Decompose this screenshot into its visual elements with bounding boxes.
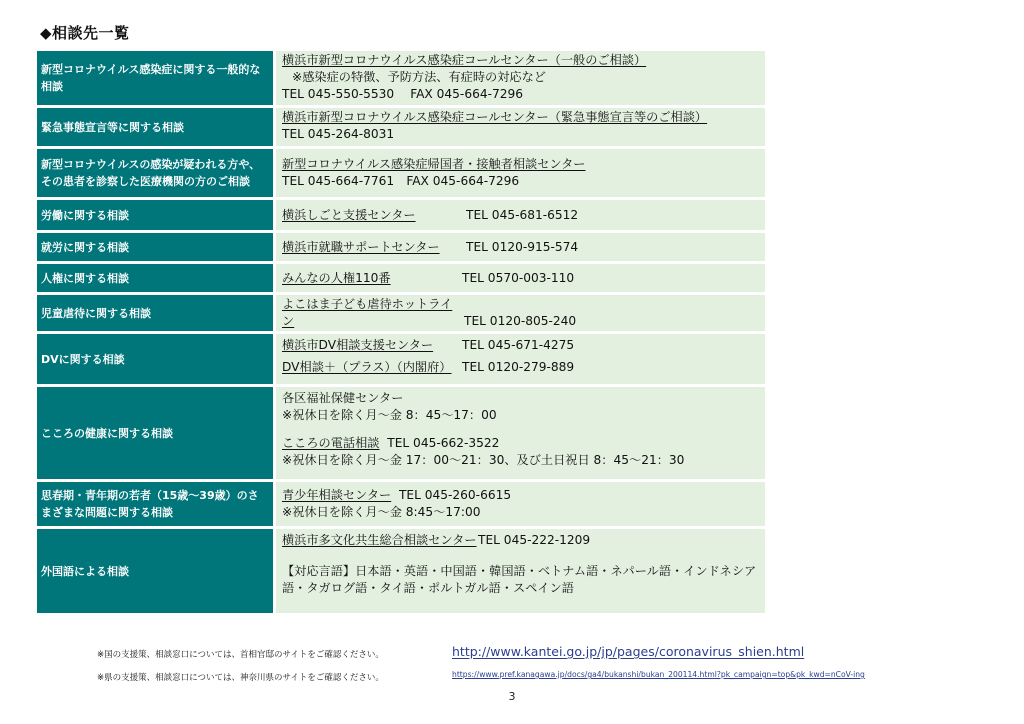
tel-text: TEL 0120-805-240 (464, 314, 577, 328)
info-cell (276, 295, 765, 331)
table-row (37, 264, 765, 292)
table-row (37, 295, 765, 331)
org-link[interactable]: 新型コロナウイルス感染症帰国者・接触者相談センター (282, 157, 586, 171)
national-link[interactable]: http://www.kantei.go.jp/jp/pages/coronavirus_shien.html (452, 644, 805, 659)
table-row (37, 149, 765, 197)
tel-text: TEL 045-662-3522 (387, 436, 500, 450)
category-cell: 児童虐待に関する相談 (37, 295, 276, 331)
category-cell: DVに関する相談 (37, 334, 276, 384)
languages-text: 【対応言語】日本語・英語・中国語・韓国語・ベトナム語・ネパール語・インドネシア語・タガログ語・タイ語・ポルトガル語・スペイン語 (282, 564, 757, 595)
category-cell: 新型コロナウイルスの感染が疑われる方や、その患者を診察した医療機関の方のご相談 (37, 149, 276, 197)
tel-text: TEL 045-681-6512 (466, 207, 579, 222)
org-link[interactable]: よこはま子ども虐待ホットライン (282, 297, 453, 328)
org-link[interactable]: 青少年相談センター (282, 488, 392, 502)
tel-text: TEL 0120-279-889 (462, 360, 575, 374)
org-link[interactable]: 横浜市新型コロナウイルス感染症コールセンター（緊急事態宣言等のご相談） (282, 110, 708, 124)
contact-table (37, 48, 765, 616)
tel-text: TEL 0570-003-110 (462, 270, 575, 285)
tel-text: TEL 045-550-5530 FAX 045-664-7296 (282, 87, 523, 101)
tel-text: TEL 045-671-4275 (462, 338, 575, 352)
table-row (37, 108, 765, 146)
tel-text: TEL 045-222-1209 (478, 533, 591, 547)
category-cell: 人権に関する相談 (37, 264, 276, 292)
info-cell (276, 51, 765, 105)
table-row (37, 233, 765, 261)
table-row (37, 200, 765, 230)
table-row (37, 51, 765, 105)
table-row (37, 334, 765, 384)
table-row (37, 482, 765, 526)
prefecture-note: ※県の支援策、相談窓口については、神奈川県のサイトをご確認ください。 (97, 673, 384, 683)
hours-text: ※祝休日を除く月～金 8：45～17：00 (282, 408, 497, 422)
table-row (37, 529, 765, 613)
office-text: 各区福祉保健センター (282, 391, 404, 405)
org-link[interactable]: みんなの人権110番 (282, 270, 391, 285)
tel-text: TEL 045-260-6615 (398, 488, 512, 502)
org-link[interactable]: DV相談＋（プラス）（内閣府） (282, 360, 452, 374)
info-cell (276, 387, 765, 479)
hours-text: ※祝休日を除く月～金 8:45～17:00 (282, 505, 481, 519)
hours-text: ※祝休日を除く月～金 17：00～21：30、及び土日祝日 8：45～21：30 (282, 453, 685, 467)
org-link[interactable]: 横浜市DV相談支援センター (282, 338, 434, 352)
tel-text: TEL 045-264-8031 (282, 127, 395, 141)
category-cell: 就労に関する相談 (37, 233, 276, 261)
info-cell (276, 108, 765, 146)
category-cell: 労働に関する相談 (37, 200, 276, 230)
info-cell (276, 334, 765, 384)
category-cell: こころの健康に関する相談 (37, 387, 276, 479)
info-cell (276, 233, 765, 261)
info-cell (276, 529, 765, 613)
category-cell: 思春期・青年期の若者（15歳～39歳）のさまざまな問題に関する相談 (37, 482, 276, 526)
info-cell (276, 149, 765, 197)
category-cell: 新型コロナウイルス感染症に関する一般的な相談 (37, 51, 276, 105)
org-link[interactable]: こころの電話相談 (282, 436, 380, 450)
info-cell (276, 200, 765, 230)
org-link[interactable]: 横浜市新型コロナウイルス感染症コールセンター（一般のご相談） (282, 53, 647, 67)
org-link[interactable]: 横浜市多文化共生総合相談センター (282, 533, 477, 547)
prefecture-link[interactable]: https://www.pref.kanagawa.jp/docs/ga4/bukanshi/bukan_200114.html?pk_campaign=top&pk_kwd=nCoV-ing (452, 670, 865, 679)
page-number: 3 (508, 690, 516, 703)
note-text: ※感染症の特徴、予防方法、有症時の対応など (292, 70, 546, 84)
category-cell: 緊急事態宣言等に関する相談 (37, 108, 276, 146)
org-link[interactable]: 横浜しごと支援センター (282, 207, 416, 222)
category-cell: 外国語による相談 (37, 529, 276, 613)
tel-text: TEL 045-664-7761 FAX 045-664-7296 (282, 174, 520, 188)
org-link[interactable]: 横浜市就職サポートセンター (282, 239, 440, 254)
page-title: ◆相談先一覧 (40, 24, 130, 42)
tel-text: TEL 0120-915-574 (466, 239, 579, 254)
table-row (37, 387, 765, 479)
info-cell (276, 482, 765, 526)
national-note: ※国の支援策、相談窓口については、首相官邸のサイトをご確認ください。 (97, 650, 384, 660)
info-cell (276, 264, 765, 292)
